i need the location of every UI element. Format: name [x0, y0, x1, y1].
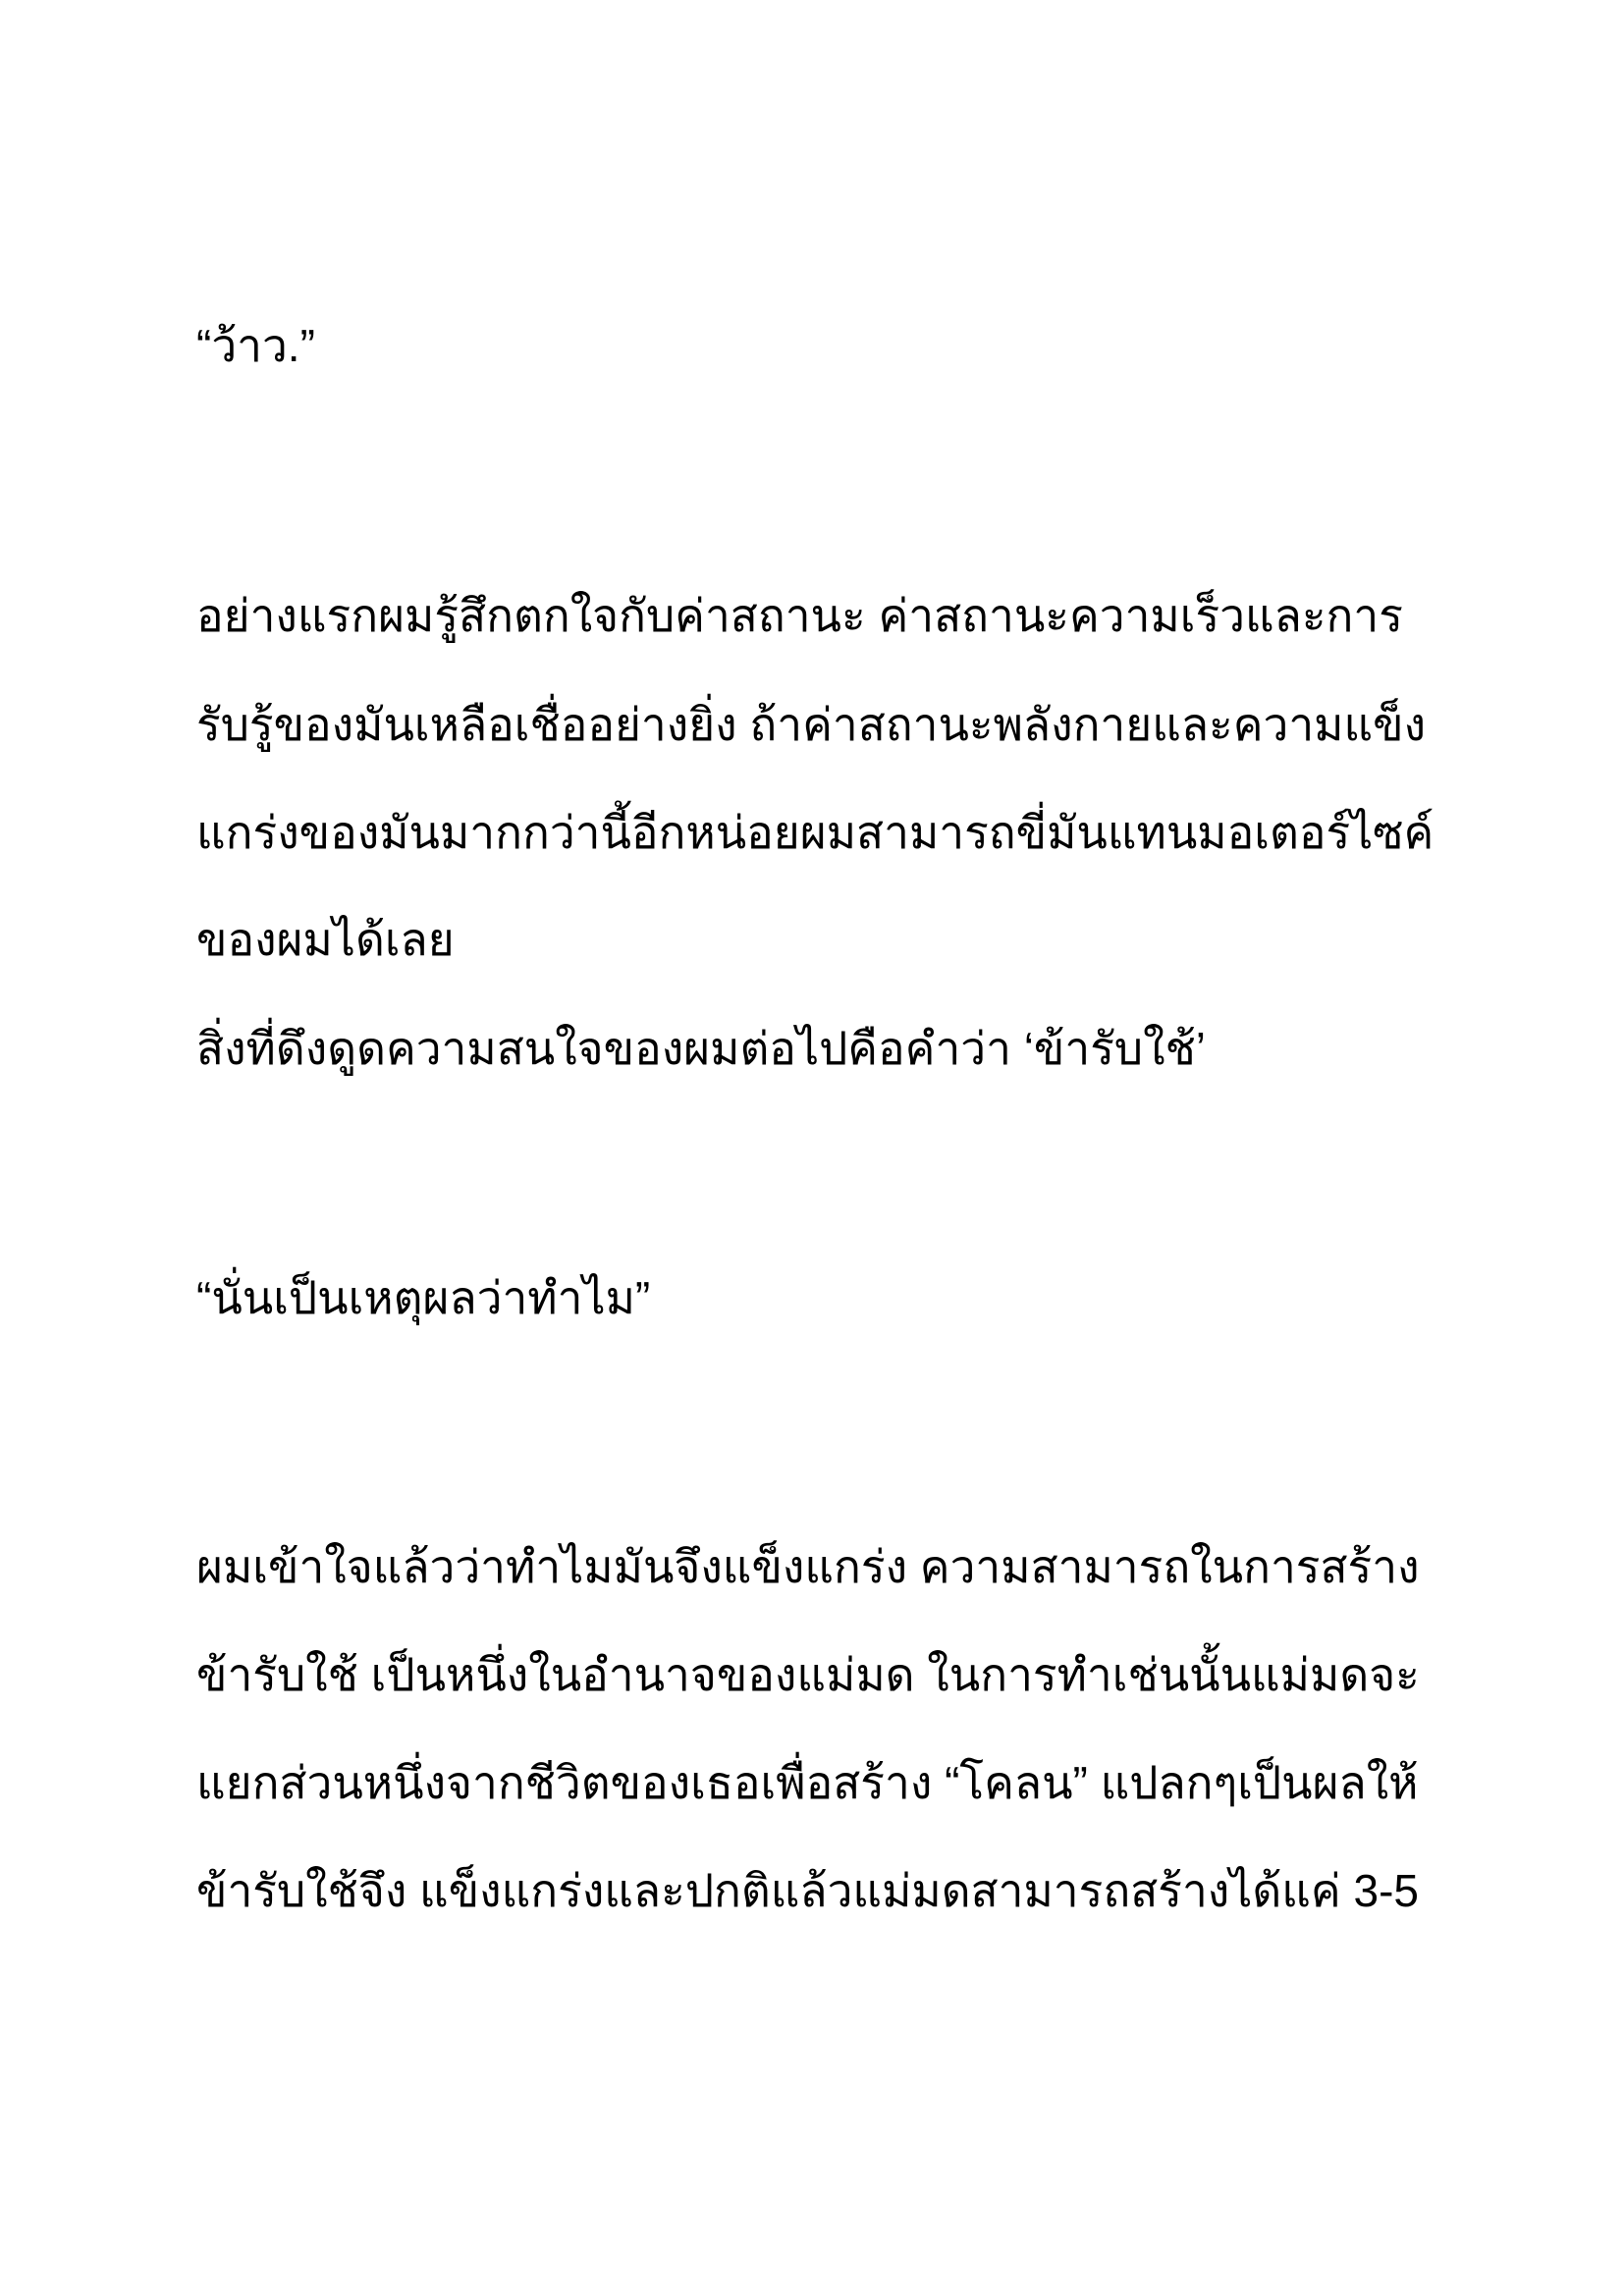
dialogue-line-reason: “นั่นเป็นเหตุผลว่าทำไม” — [196, 1272, 651, 1323]
paragraph-line: ข้ารับใช้ เป็นหนึ่งในอำนาจของแม่มด ในการทำเช่นนั้นแม่มดจะ — [196, 1649, 1420, 1700]
dialogue-line-wow: “ว้าว.” — [196, 320, 315, 371]
paragraph-line: ข้ารับใช้จึง แข็งแกร่งและปกติแล้วแม่มดสามารถสร้างได้แค่ 3-5 — [196, 1865, 1419, 1916]
paragraph-line: แยกส่วนหนึ่งจากชีวิตของเธอเพื่อสร้าง “โคลน” แปลกๆเป็นผลให้ — [196, 1757, 1419, 1808]
paragraph-line: ของผมได้เลย — [196, 914, 455, 965]
paragraph-line: แกร่งของมันมากกว่านี้อีกหน่อยผมสามารถขี่มันแทนมอเตอร์ไซค์ — [196, 807, 1435, 858]
paragraph-line: ผมเข้าใจแล้วว่าทำไมมันจึงแข็งแกร่ง ความสามารถในการสร้าง — [196, 1541, 1420, 1592]
paragraph-line: อย่างแรกผมรู้สึกตกใจกับค่าสถานะ ค่าสถานะความเร็วและการ — [196, 590, 1403, 641]
paragraph-line: สิ่งที่ดึงดูดความสนใจของผมต่อไปคือคำว่า ‘ข้ารับใช้’ — [196, 1023, 1207, 1074]
paragraph-line: รับรู้ของมันเหลือเชื่ออย่างยิ่ง ถ้าค่าสถานะพลังกายและความแข็ง — [196, 699, 1427, 750]
